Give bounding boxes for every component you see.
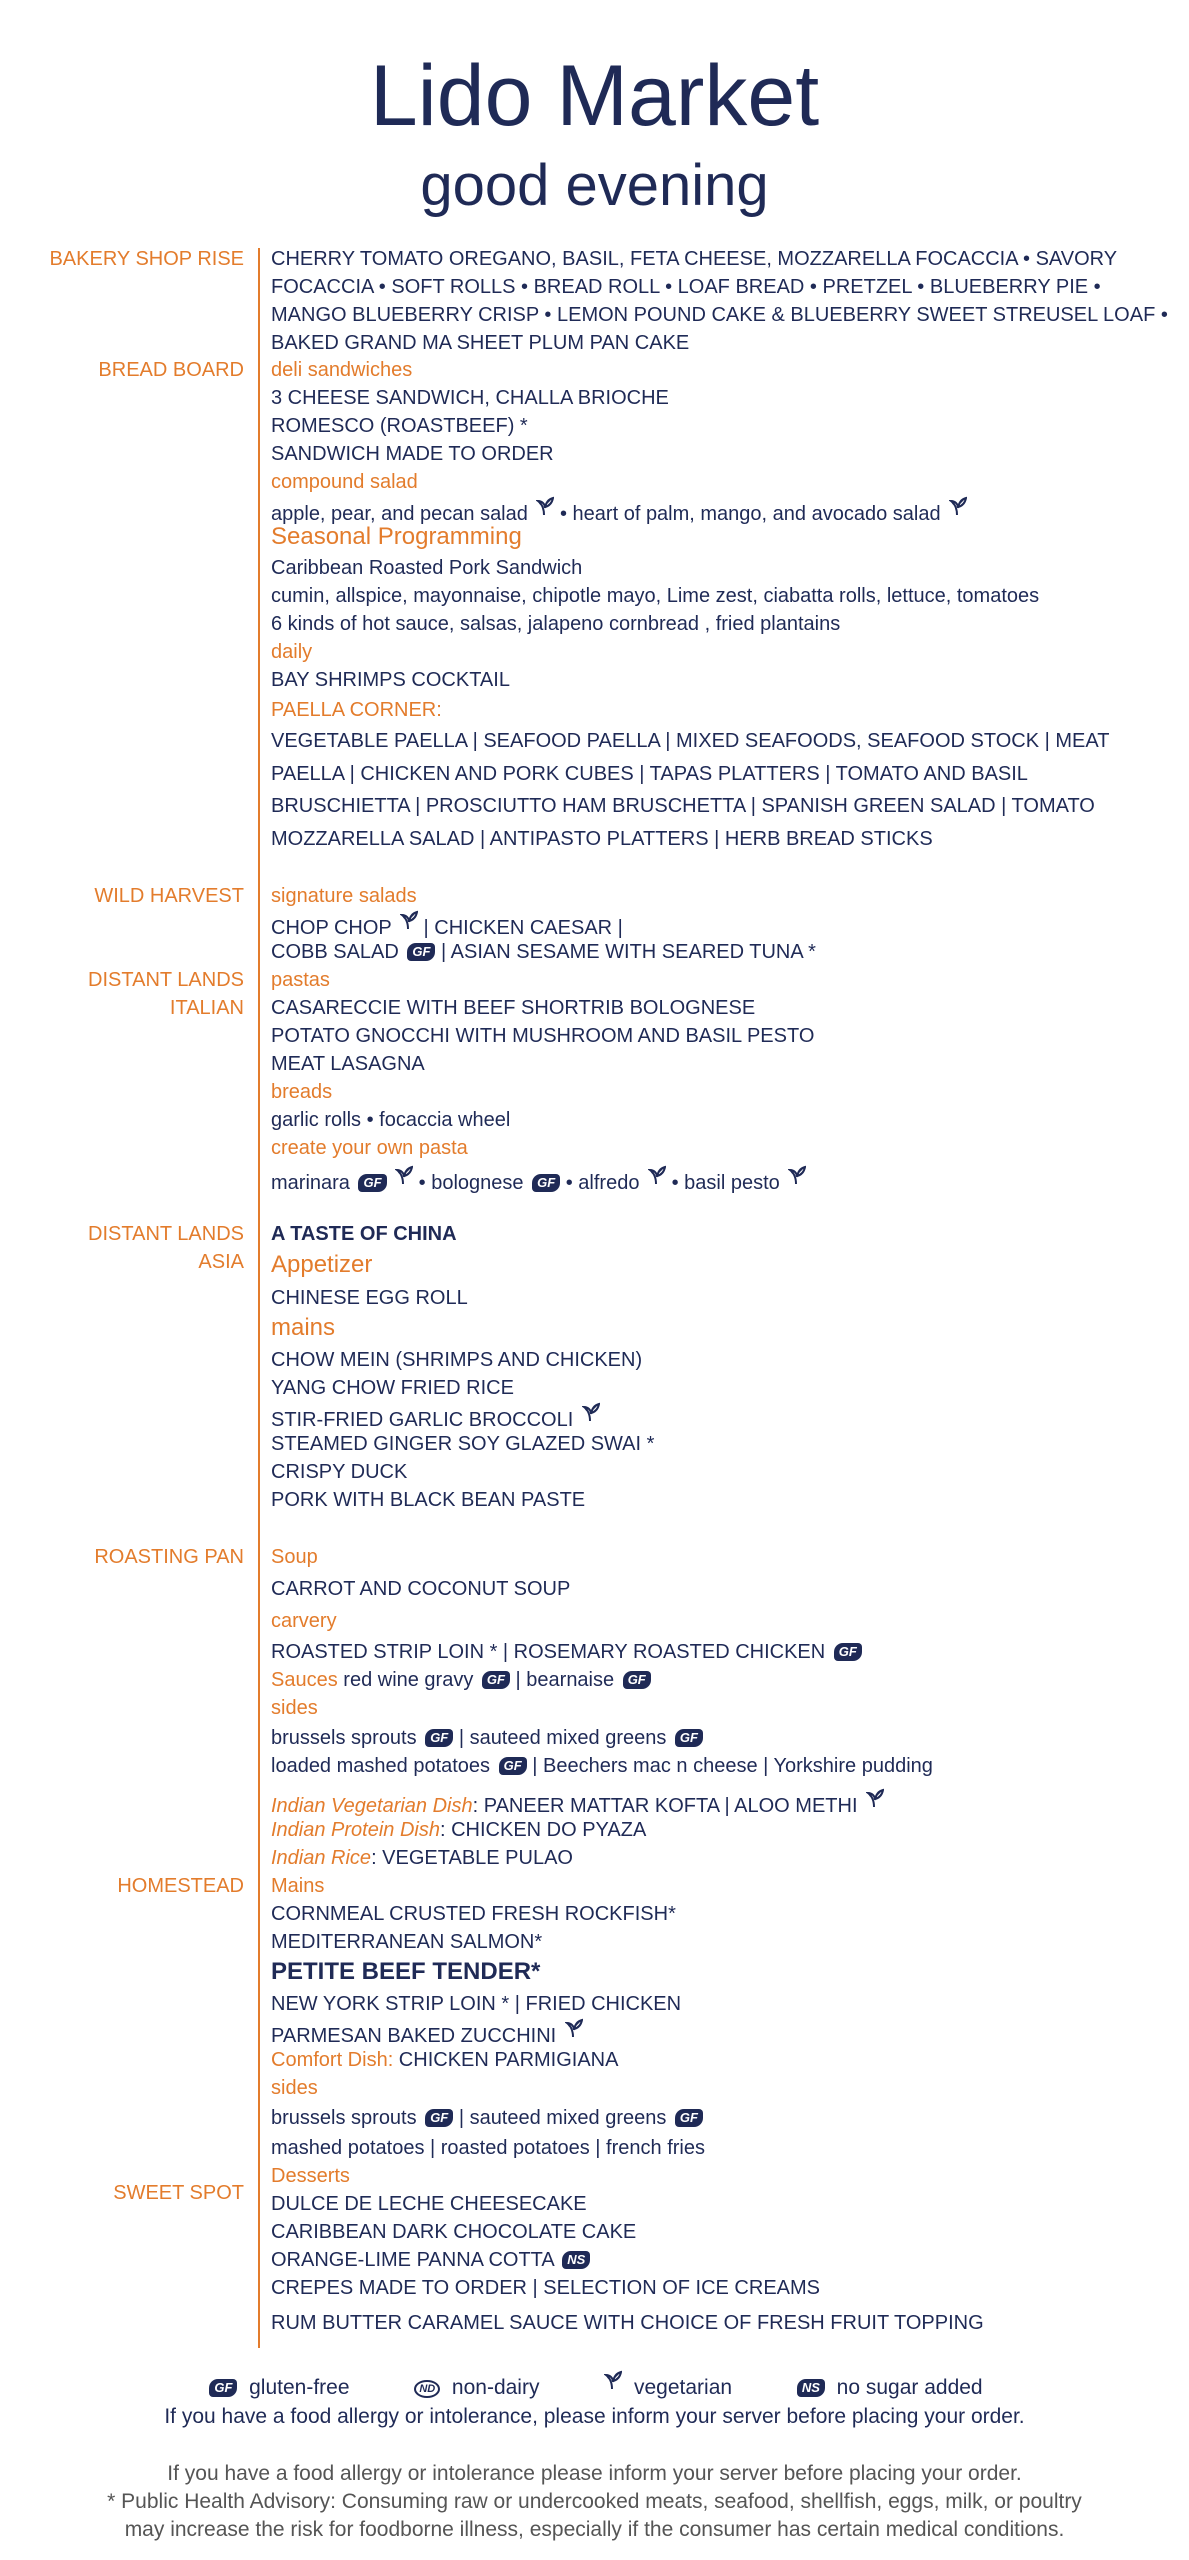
subheading: deli sandwiches — [271, 359, 413, 381]
legend-item — [794, 2373, 983, 2403]
subheading: mains — [271, 1314, 336, 1341]
menu-line: CHINESE EGG ROLL — [271, 1287, 468, 1309]
menu-item: red wine gravy — [343, 1669, 474, 1691]
menu-line: CASARECCIE WITH BEEF SHORTRIB BOLOGNESE — [271, 997, 756, 1019]
vegetarian-icon — [536, 496, 554, 516]
vegetarian-icon — [866, 1788, 884, 1808]
subheading: carvery — [271, 1610, 337, 1632]
menu-item: • bolognese — [418, 1172, 524, 1194]
section-asia-sub: ASIA — [198, 1251, 244, 1273]
section-italian-sub: ITALIAN — [169, 997, 244, 1019]
menu-item: : VEGETABLE PULAO — [371, 1847, 573, 1869]
menu-line: SANDWICH MADE TO ORDER — [271, 443, 554, 465]
subheading: sides — [271, 2077, 318, 2099]
menu-item: STIR-FRIED GARLIC BROCCOLI — [271, 1409, 574, 1431]
section-wild-harvest: WILD HARVEST — [94, 885, 244, 907]
subheading: Appetizer — [271, 1251, 373, 1278]
page-title: Lido Market — [369, 48, 820, 144]
menu-line: POTATO GNOCCHI WITH MUSHROOM AND BASIL PESTO — [271, 1025, 815, 1047]
menu-line — [271, 1844, 573, 1872]
menu-line: 6 kinds of hot sauce, salsas, jalapeno cornbread , fried plantains — [271, 613, 841, 635]
menu-item: PARMESAN BAKED ZUCCHINI — [271, 2025, 557, 2047]
menu-line: CRISPY DUCK — [271, 1461, 408, 1483]
allergy-note: If you have a food allergy or intolerance, please inform your server before placing your order. — [164, 2405, 1025, 2428]
menu-line: ROMESCO (ROASTBEEF) * — [271, 415, 528, 437]
menu-line: PETITE BEEF TENDER* — [271, 1958, 541, 1985]
menu-item: CHOP CHOP — [271, 917, 392, 939]
menu-line: MOZZARELLA SALAD | ANTIPASTO PLATTERS | HERB BREAD STICKS — [271, 828, 933, 850]
gluten-free-icon: GF — [623, 1671, 651, 1689]
menu-line — [271, 1724, 703, 1752]
section-italian: DISTANT LANDS — [88, 969, 244, 991]
menu-item: COBB SALAD — [271, 941, 399, 963]
menu-line — [271, 2246, 590, 2274]
menu-item: | sauteed mixed greens — [458, 1727, 667, 1749]
menu-item: : PANEER MATTAR KOFTA | ALOO METHI — [472, 1795, 858, 1817]
menu-line: Caribbean Roasted Pork Sandwich — [271, 557, 583, 579]
subheading: PAELLA CORNER: — [271, 699, 442, 721]
menu-line: CARIBBEAN DARK CHOCOLATE CAKE — [271, 2221, 637, 2243]
dish-label: Indian Rice — [271, 1847, 372, 1869]
menu-line — [271, 1638, 862, 1666]
menu-item: CHICKEN PARMIGIANA — [393, 2049, 619, 2071]
menu-line: PAELLA | CHICKEN AND PORK CUBES | TAPAS PLATTERS | TOMATO AND BASIL — [271, 763, 1028, 785]
menu-line: 3 CHEESE SANDWICH, CHALLA BRIOCHE — [271, 387, 669, 409]
dish-label: Comfort Dish: — [271, 2049, 394, 2071]
subheading: pastas — [271, 969, 330, 991]
menu-line: garlic rolls • focaccia wheel — [271, 1109, 511, 1131]
menu-line: MANGO BLUEBERRY CRISP • LEMON POUND CAKE & BLUEBERRY SWEET STREUSEL LOAF • — [271, 304, 1168, 326]
section-bread-board: BREAD BOARD — [98, 359, 244, 381]
menu-item: ROASTED STRIP LOIN * | ROSEMARY ROASTED CHICKEN — [271, 1641, 826, 1663]
health-advisory-cont: may increase the risk for foodborne illness, especially if the consumer has certain medical conditions. — [124, 2518, 1065, 2541]
menu-line — [271, 1816, 646, 1844]
gluten-free-icon: GF — [675, 1729, 703, 1747]
gluten-free-icon: GF — [407, 943, 435, 961]
menu-line: BAKED GRAND MA SHEET PLUM PAN CAKE — [271, 332, 690, 354]
subheading: daily — [271, 641, 313, 663]
section-roasting-pan: ROASTING PAN — [94, 1546, 244, 1568]
menu-item: ORANGE-LIME PANNA COTTA — [271, 2249, 554, 2271]
menu-line: CHERRY TOMATO OREGANO, BASIL, FETA CHEESE, MOZZARELLA FOCACCIA • SAVORY — [271, 248, 1118, 270]
health-advisory: * Public Health Advisory: Consuming raw or undercooked meats, seafood, shellfish, eggs, milk, or poultry — [107, 2490, 1082, 2513]
no-sugar-icon: NS — [562, 2251, 590, 2269]
menu-item: | ASIAN SESAME WITH SEARED TUNA * — [441, 941, 816, 963]
menu-line: YANG CHOW FRIED RICE — [271, 1377, 514, 1399]
gluten-free-icon: GF — [675, 2109, 703, 2127]
subheading: A TASTE OF CHINA — [271, 1223, 457, 1245]
menu-item: loaded mashed potatoes — [271, 1755, 491, 1777]
dish-label: Indian Protein Dish — [271, 1819, 440, 1841]
menu-item: apple, pear, and pecan salad — [271, 503, 528, 525]
menu-line — [271, 1666, 651, 1694]
legend-label: vegetarian — [634, 2376, 733, 2399]
subheading: compound salad — [271, 471, 418, 493]
menu-line: MEDITERRANEAN SALMON* — [271, 1931, 543, 1953]
menu-line: mashed potatoes | roasted potatoes | french fries — [271, 2137, 705, 2159]
menu-line: FOCACCIA • SOFT ROLLS • BREAD ROLL • LOAF BREAD • PRETZEL • BLUEBERRY PIE • — [271, 276, 1101, 298]
subheading: create your own pasta — [271, 1137, 468, 1159]
subheading: Seasonal Programming — [271, 523, 522, 550]
section-asia: DISTANT LANDS — [88, 1223, 244, 1245]
gluten-free-icon: GF — [482, 1671, 510, 1689]
menu-item: marinara — [271, 1172, 350, 1194]
menu-line: RUM BUTTER CARAMEL SAUCE WITH CHOICE OF FRESH FRUIT TOPPING — [271, 2312, 984, 2334]
gluten-free-icon: GF — [358, 1174, 386, 1192]
legend-item — [601, 2370, 732, 2403]
menu-line — [271, 1752, 933, 1780]
menu-line: BRUSCHIETTA | PROSCIUTTO HAM BRUSCHETTA | SPANISH GREEN SALAD | TOMATO — [271, 795, 1095, 817]
menu-item: | sauteed mixed greens — [458, 2107, 667, 2129]
menu-line: cumin, allspice, mayonnaise, chipotle mayo, Lime zest, ciabatta rolls, lettuce, tomatoes — [271, 585, 1040, 607]
vegetarian-icon — [949, 496, 967, 516]
legend-label: no sugar added — [836, 2376, 983, 2399]
page-subtitle: good evening — [420, 153, 769, 218]
menu-line: VEGETABLE PAELLA | SEAFOOD PAELLA | MIXED SEAFOODS, SEAFOOD STOCK | MEAT — [271, 730, 1110, 752]
menu-item: | Beechers mac n cheese | Yorkshire pudding — [532, 1755, 933, 1777]
allergy-note-secondary: If you have a food allergy or intolerance please inform your server before placing your order. — [167, 2462, 1022, 2485]
subheading: breads — [271, 1081, 333, 1103]
dish-label: Indian Vegetarian Dish — [271, 1795, 473, 1817]
menu-line: PORK WITH BLACK BEAN PASTE — [271, 1489, 586, 1511]
non-dairy-icon: ND — [414, 2380, 440, 2398]
menu-line: CORNMEAL CRUSTED FRESH ROCKFISH* — [271, 1903, 676, 1925]
subheading: signature salads — [271, 885, 417, 907]
vegetarian-icon — [648, 1165, 666, 1185]
gluten-free-icon: GF — [425, 1729, 453, 1747]
no-sugar-icon: NS — [797, 2379, 825, 2397]
menu-item: • basil pesto — [671, 1172, 780, 1194]
menu-item: | bearnaise — [515, 1669, 615, 1691]
subheading: Desserts — [271, 2165, 350, 2187]
vegetarian-icon — [565, 2018, 583, 2038]
menu-item: brussels sprouts — [271, 2107, 417, 2129]
gluten-free-icon: GF — [425, 2109, 453, 2127]
subheading: Mains — [271, 1875, 325, 1897]
menu-line: CARROT AND COCONUT SOUP — [271, 1578, 571, 1600]
menu-line: STEAMED GINGER SOY GLAZED SWAI * — [271, 1433, 655, 1455]
menu-item: | CHICKEN CAESAR | — [423, 917, 623, 939]
menu-item: brussels sprouts — [271, 1727, 417, 1749]
subheading: Soup — [271, 1546, 318, 1568]
subheading: sides — [271, 1697, 318, 1719]
menu-line — [271, 2046, 618, 2074]
legend-label: gluten-free — [249, 2376, 350, 2399]
gluten-free-icon: GF — [532, 1174, 560, 1192]
menu-line — [271, 2104, 703, 2132]
menu-item: • alfredo — [565, 1172, 640, 1194]
legend-item — [411, 2373, 539, 2403]
menu-line: BAY SHRIMPS COCKTAIL — [271, 669, 510, 691]
menu-line: MEAT LASAGNA — [271, 1053, 425, 1075]
vegetarian-icon — [788, 1165, 806, 1185]
menu-item: • heart of palm, mango, and avocado salad — [560, 503, 941, 525]
menu-line: CREPES MADE TO ORDER | SELECTION OF ICE CREAMS — [271, 2277, 820, 2299]
menu-line: DULCE DE LECHE CHEESECAKE — [271, 2193, 587, 2215]
dietary-legend — [0, 2370, 1189, 2403]
vegetarian-icon — [400, 910, 418, 930]
menu-line — [271, 938, 816, 966]
vegetarian-icon — [604, 2370, 622, 2390]
menu-line — [271, 1165, 806, 1197]
menu-item: : CHICKEN DO PYAZA — [439, 1819, 647, 1841]
gluten-free-icon: GF — [499, 1757, 527, 1775]
menu-line: CHOW MEIN (SHRIMPS AND CHICKEN) — [271, 1349, 643, 1371]
section-divider — [258, 248, 260, 2348]
vegetarian-icon — [582, 1402, 600, 1422]
vegetarian-icon — [395, 1165, 413, 1185]
section-bakery: BAKERY SHOP RISE — [49, 248, 244, 270]
section-sweet-spot: SWEET SPOT — [113, 2182, 244, 2204]
menu-line: NEW YORK STRIP LOIN * | FRIED CHICKEN — [271, 1993, 682, 2015]
legend-item — [206, 2373, 349, 2403]
section-homestead: HOMESTEAD — [117, 1875, 244, 1897]
gluten-free-icon: GF — [834, 1643, 862, 1661]
gluten-free-icon: GF — [209, 2379, 237, 2397]
legend-label: non-dairy — [451, 2376, 540, 2399]
sauces-label: Sauces — [271, 1669, 338, 1691]
